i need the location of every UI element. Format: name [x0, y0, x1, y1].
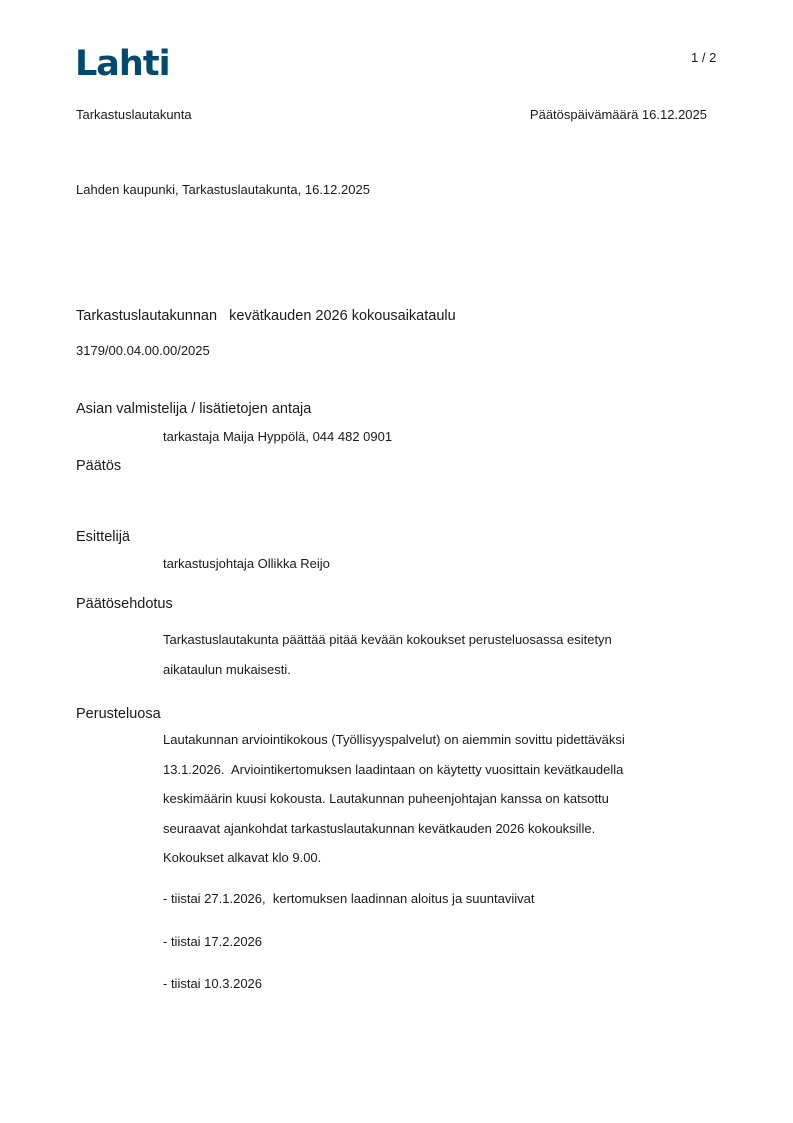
meeting-item: - tiistai 10.3.2026	[163, 976, 263, 991]
rationale-line: Lautakunnan arviointikokous (Työllisyyspalvelut) on aiemmin sovittu pidettäväksi	[163, 732, 625, 747]
page-title: Tarkastuslautakunnan kevätkauden 2026 kokousaikataulu	[76, 308, 456, 324]
rationale-line: seuraavat ajankohdat tarkastuslautakunnan kevätkauden 2026 kokouksille.	[163, 821, 596, 836]
proposal-line: Tarkastuslautakunta päättää pitää kevään kokoukset perusteluosassa esitetyn	[163, 632, 612, 647]
preparer-heading: Asian valmistelija / lisätietojen antaja	[76, 401, 312, 417]
decision-heading: Päätös	[76, 458, 122, 474]
proposal-line: aikataulun mukaisesti.	[163, 662, 291, 677]
preparer: tarkastaja Maija Hyppölä, 044 482 0901	[163, 429, 393, 444]
proposal-heading: Päätösehdotus	[76, 596, 173, 612]
decision-date: Päätöspäivämäärä 16.12.2025	[529, 107, 707, 122]
rationale-line: 13.1.2026. Arviointikertomuksen laadintaan on käytetty vuosittain kevätkaudella	[163, 762, 624, 777]
page-number: 1 / 2	[691, 50, 717, 65]
presenter-heading: Esittelijä	[76, 529, 130, 545]
organ-name: Tarkastuslautakunta	[76, 107, 192, 122]
lahti-logo: Lahti	[75, 44, 170, 84]
diary-number: 3179/00.04.00.00/2025	[76, 343, 210, 358]
presenter: tarkastusjohtaja Ollikka Reijo	[163, 556, 330, 571]
rationale-line: Kokoukset alkavat klo 9.00.	[163, 850, 322, 865]
rationale-heading: Perusteluosa	[76, 706, 161, 722]
meeting-item: - tiistai 17.2.2026	[163, 934, 263, 949]
rationale-line: keskimäärin kuusi kokousta. Lautakunnan puheenjohtajan kanssa on katsottu	[163, 791, 609, 806]
meeting-item: - tiistai 27.1.2026, kertomuksen laadinnan aloitus ja suuntaviivat	[163, 891, 535, 906]
meeting-line: Lahden kaupunki, Tarkastuslautakunta, 16.12.2025	[76, 182, 370, 197]
